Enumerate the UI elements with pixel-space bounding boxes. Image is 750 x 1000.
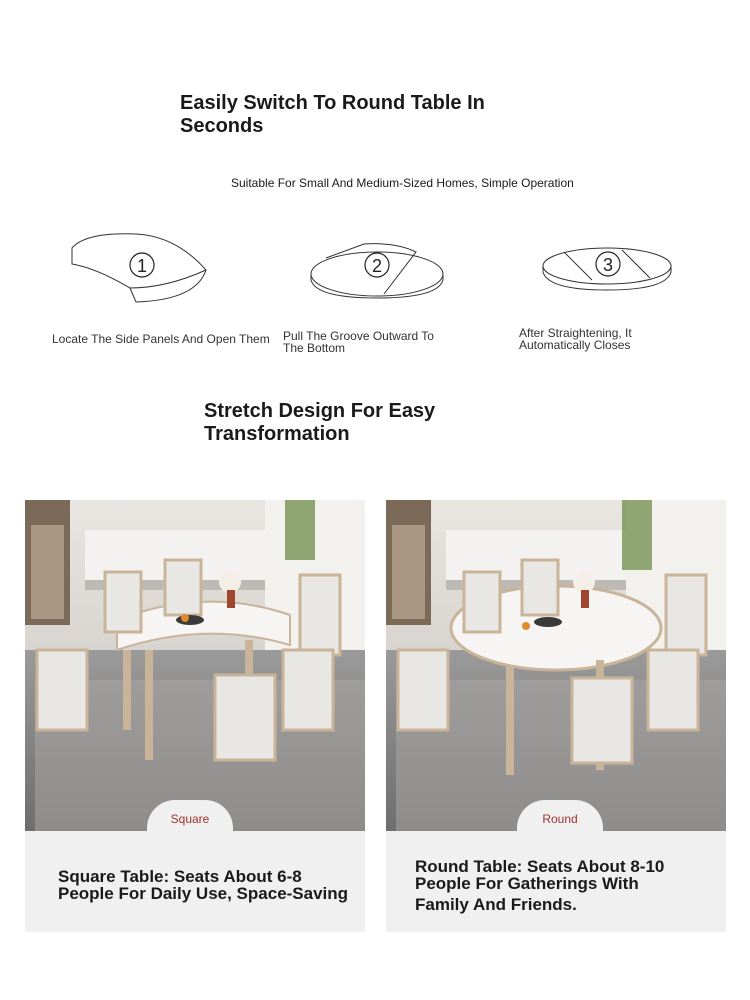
step-3-caption-line2: Automatically Closes bbox=[519, 338, 631, 352]
round-description-line1: Round Table: Seats About 8-10 bbox=[415, 857, 665, 876]
square-table-card bbox=[25, 500, 365, 932]
step-1-caption-line1: Locate The Side Panels And Open Them bbox=[52, 332, 270, 346]
step-3-number: 3 bbox=[602, 255, 614, 275]
step-2-caption-line1: Pull The Groove Outward To bbox=[283, 329, 434, 343]
step-1-diagram bbox=[66, 228, 216, 308]
round-description bbox=[415, 858, 664, 913]
step-2-caption bbox=[283, 330, 434, 354]
round-description-line2: People For Gatherings With bbox=[415, 874, 639, 893]
round-description-line3: Family And Friends. bbox=[415, 895, 577, 914]
step-2-caption-line2: The Bottom bbox=[283, 341, 346, 355]
square-description-line2: People For Daily Use, Space-Saving bbox=[58, 884, 349, 903]
secondary-heading-line1: Stretch Design For Easy bbox=[204, 400, 436, 422]
step-3-caption-line1: After Straightening, It bbox=[519, 326, 632, 340]
square-description bbox=[58, 868, 348, 902]
square-tag: Square bbox=[147, 800, 233, 846]
step-3-caption bbox=[519, 327, 632, 351]
round-table-card bbox=[386, 500, 726, 932]
step-2-diagram bbox=[306, 236, 448, 302]
main-heading bbox=[180, 92, 485, 138]
step-1-number: 1 bbox=[136, 256, 148, 276]
main-heading-line2: Seconds bbox=[180, 115, 264, 137]
round-table-photo bbox=[386, 500, 726, 831]
step-2-number: 2 bbox=[371, 256, 383, 276]
step-3-diagram bbox=[540, 244, 674, 296]
main-heading-line1: Easily Switch To Round Table In bbox=[180, 92, 485, 114]
square-table-photo bbox=[25, 500, 365, 831]
secondary-heading bbox=[204, 400, 435, 446]
secondary-heading-line2: Transformation bbox=[204, 423, 350, 445]
step-1-caption bbox=[52, 333, 270, 345]
subheading: Suitable For Small And Medium-Sized Homes, Simple Operation bbox=[231, 176, 574, 190]
round-tag: Round bbox=[517, 800, 603, 846]
square-description-line1: Square Table: Seats About 6-8 bbox=[58, 867, 302, 886]
